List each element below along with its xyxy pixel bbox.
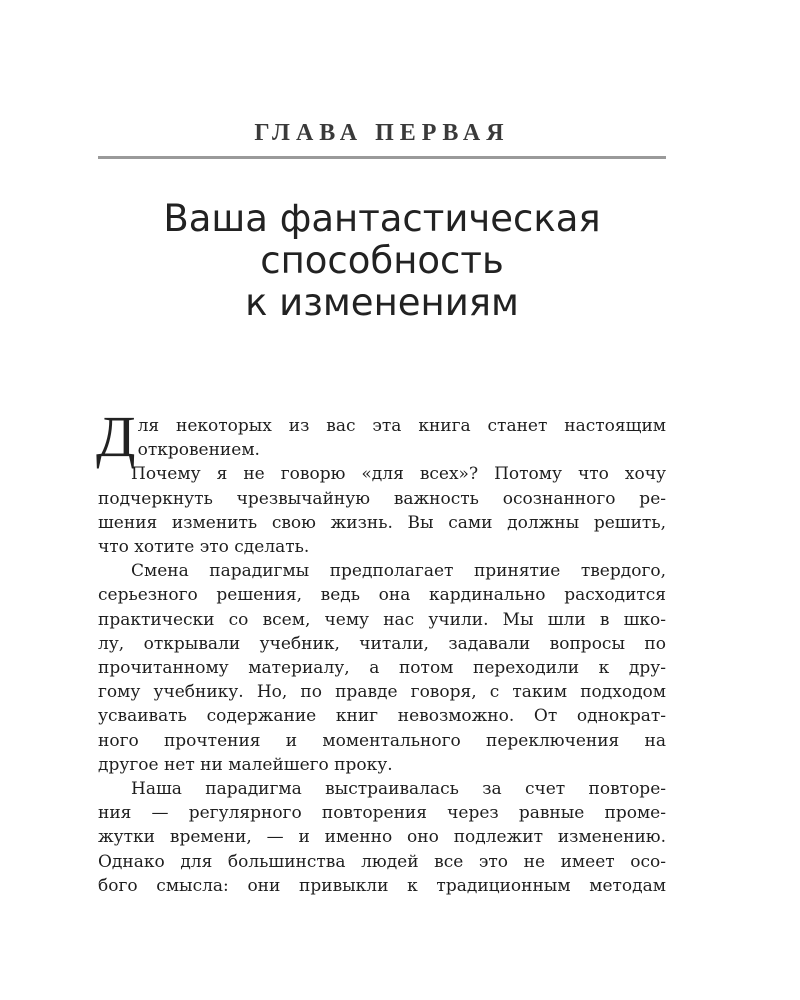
text-line: усваивать содержание книг невозможно. От однократ- [98,706,666,727]
text-line: гому учебнику. Но, по правде говоря, с таким подходом [98,682,666,703]
text-line: откровением. [137,440,260,461]
body-text [96,404,666,898]
text-line: что хотите это сделать. [98,537,310,558]
text-line: Смена парадигмы предполагает принятие твердого, [131,561,666,582]
text-line: ния — регулярного повторения через равные проме- [98,803,666,824]
chapter-title-line: способность [260,239,504,282]
text-line: ного прочтения и моментального переключения на [98,730,666,751]
text-line: практически со всем, чему нас учили. Мы шли в шко- [98,609,666,630]
chapter-title [98,198,666,324]
chapter-title-line: Ваша фантастическая [163,197,601,240]
text-line: другое нет ни малейшего проку. [98,754,393,775]
text-line: Почему я не говорю «для всех»? Потому что хочу [131,464,666,485]
text-line: Однако для большинства людей все это не имеет осо- [98,851,666,872]
chapter-label: ГЛАВА ПЕРВАЯ [254,120,510,146]
text-line: серьезного решения, ведь она кардинально расходится [98,585,666,606]
chapter-title-line: к изменениям [245,281,519,324]
text-line: жутки времени, — и именно оно подлежит изменению. [98,827,666,848]
text-line: Наша парадигма выстраивалась за счет повторе- [131,779,666,800]
chapter-divider [98,156,666,159]
text-line: лу, открывали учебник, читали, задавали вопросы по [98,633,666,654]
text-line: шения изменить свою жизнь. Вы сами должны решить, [98,512,666,533]
text-line: прочитанному материалу, а потом переходили к дру- [98,658,666,679]
text-line: бого смысла: они привыкли к традиционным методам [98,875,666,896]
drop-cap: Д [96,404,136,469]
text-line: подчеркнуть чрезвычайную важность осознанного ре- [98,488,666,509]
text-line: ля некоторых из вас эта книга станет настоящим [137,416,666,436]
